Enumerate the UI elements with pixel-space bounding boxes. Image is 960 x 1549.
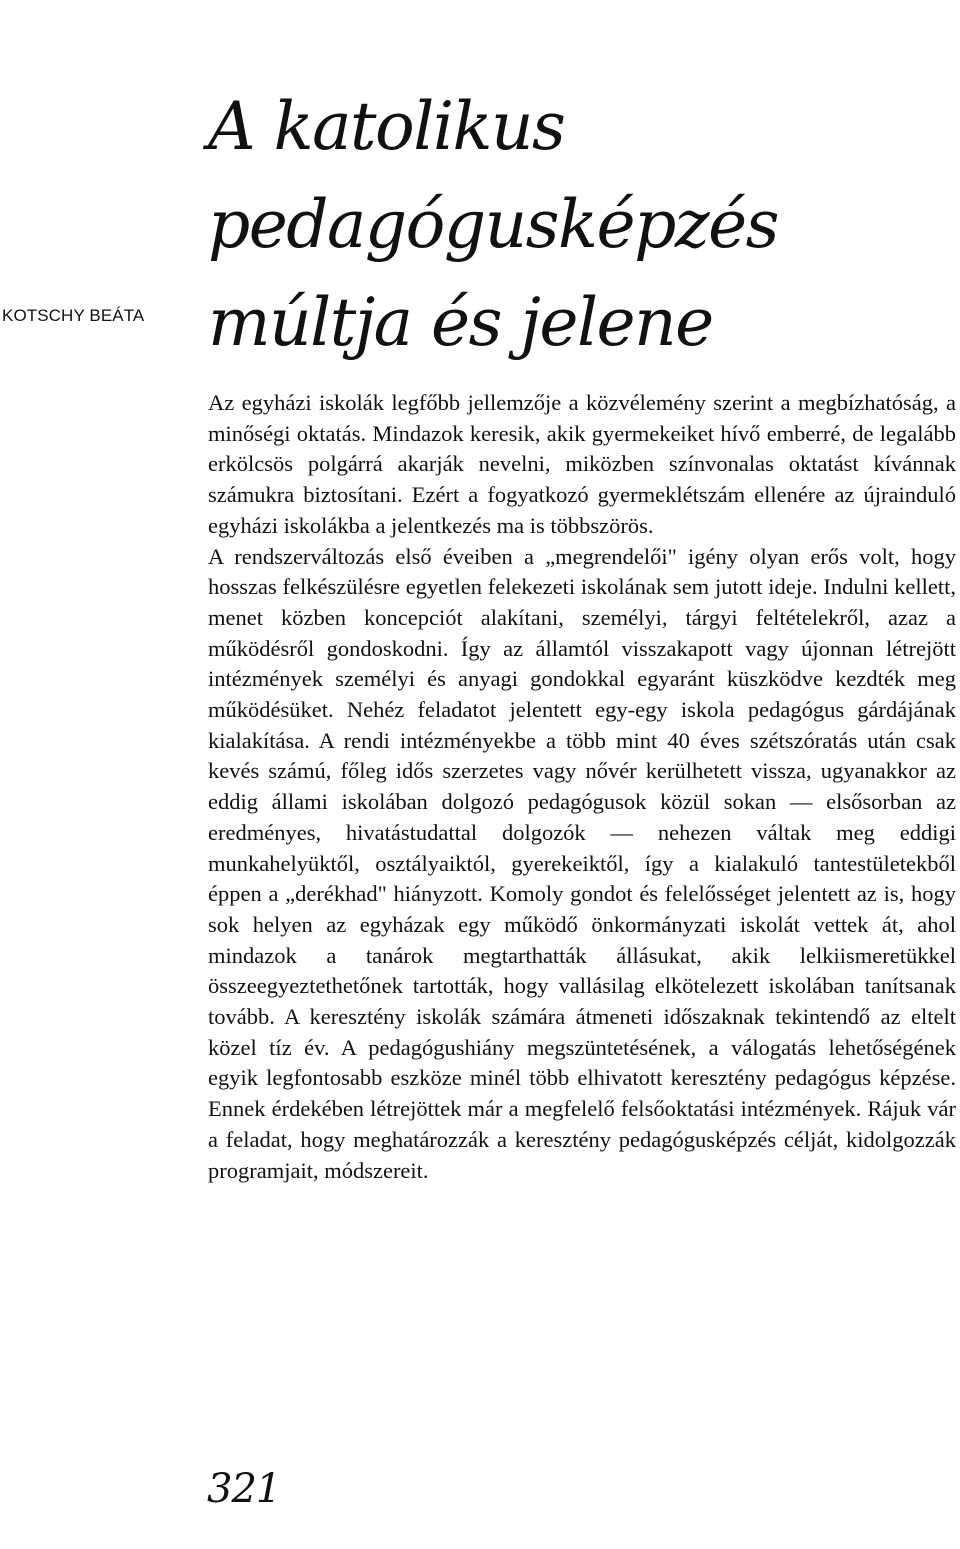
title-line-2: pedagógusképzés (208, 186, 779, 263)
title-line-3: múltja és jelene (208, 284, 713, 361)
page-number: 321 (207, 1466, 281, 1512)
author-name: KOTSCHY BEÁTA (2, 306, 145, 325)
paragraph-1: Az egyházi iskolák legfőbb jellemzője a közvélemény szerint a megbízhatóság, a minőségi oktatás. Mindazok keresik, akik gyermekeiket hívő emberré, de legalább erkölcsös polgárrá akarják nevelni, miközben színvonalas oktatást kívánnak számukra biztosítani. Ezért a fogyatkozó gyermeklétszám ellenére az újrainduló egyházi iskolákba a jelentkezés ma is többszörös. (208, 390, 956, 538)
article-title (208, 78, 948, 372)
title-line-1: A katolikus (208, 88, 565, 165)
article-body (208, 388, 956, 1186)
paragraph-2: A rendszerváltozás első éveiben a „megrendelői" igény olyan erős volt, hogy hosszas felkészülésre egyetlen felekezeti iskolának sem jutott ideje. Indulni kellett, menet közben koncepciót alakítani, személyi, tárgyi feltételekről, azaz a működésről gondoskodni. Így az államtól visszakapott vagy újonnan létrejött intézmények személyi és anyagi gondokkal egyaránt küszködve kezdték meg működésüket. Nehéz feladatot jelentett egy-egy iskola pedagógus gárdájának kialakítása. A rendi intézményekbe a több mint 40 éves szétszóratás után csak kevés számú, főleg idős szerzetes vagy nővér kerülhetett vissza, ugyanakkor az eddig állami iskolában dolgozó pedagógusok közül sokan — elsősorban az eredményes, hivatástudattal dolgozók — nehezen váltak meg eddigi munkahelyüktől, osztályaiktól, gyerekeiktől, így a kialakuló tantestületekből éppen a „derékhad" hiányzott. Komoly gondot és felelősséget jelentett az is, hogy sok helyen az egyházak egy működő önkormányzati iskolát vettek át, ahol mindazok a tanárok megtarthatták állásukat, akik lelkiismeretükkel összeegyeztethetőnek tartották, hogy vallásilag elkötelezett iskolában tanítsanak tovább. A keresztény iskolák számára átmeneti időszaknak tekintendő az eltelt közel tíz év. A pedagógushiány megszüntetésének, a válogatás lehetőségének egyik legfontosabb eszköze minél több elhivatott keresztény pedagógus képzése. Ennek érdekében létrejöttek már a megfelelő felsőoktatási intézmények. Rájuk vár a feladat, hogy meghatározzák a keresztény pedagógusképzés célját, kidolgozzák programjait, módszereit. (208, 543, 956, 1183)
